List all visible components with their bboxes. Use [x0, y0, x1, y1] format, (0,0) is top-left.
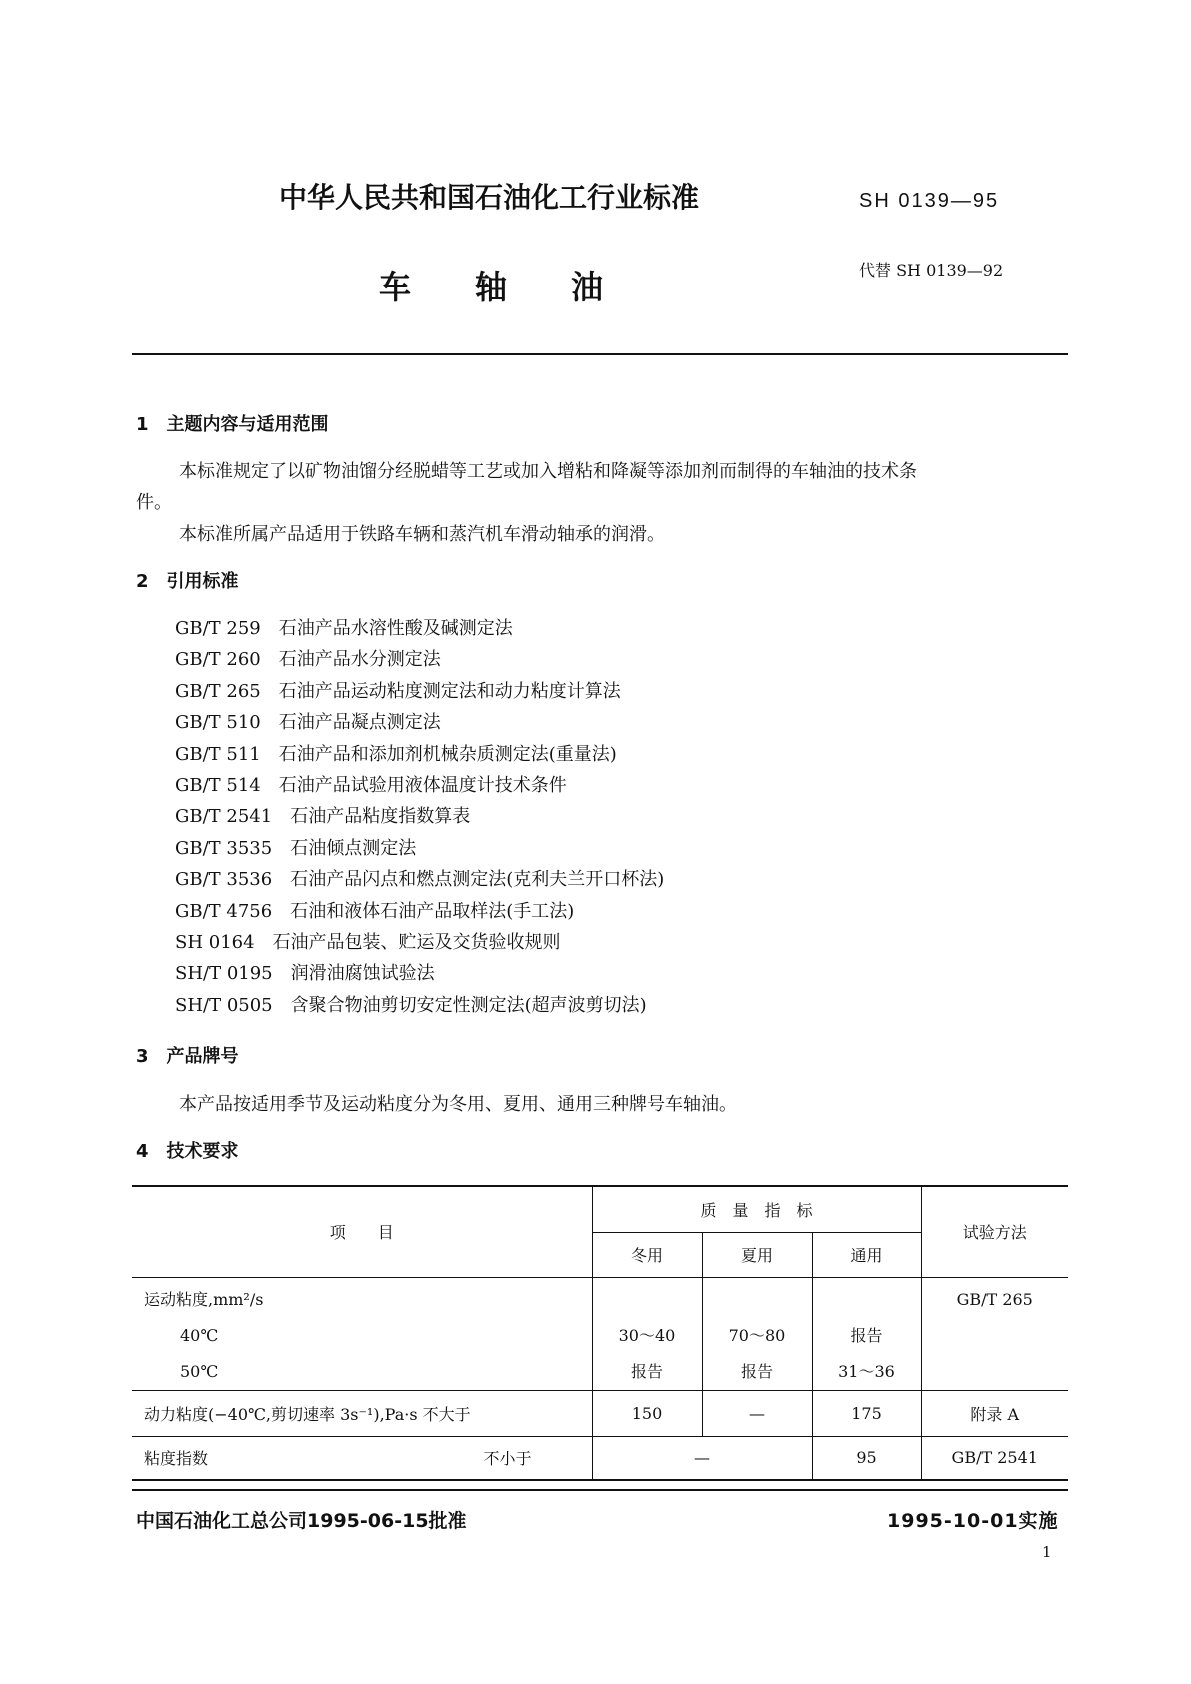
reference-item: [175, 991, 647, 1017]
reference-item: [175, 959, 435, 985]
page-number: 1: [1042, 1543, 1052, 1561]
reference-code: GB/T 4756: [175, 900, 273, 922]
header-summer: 夏用: [702, 1232, 812, 1277]
reference-item: [175, 708, 441, 734]
approval-note: 中国石油化工总公司1995-06-15批准: [136, 1510, 467, 1532]
reference-title: 石油产品粘度指数算表: [290, 806, 471, 828]
cell: 30～40: [618, 1325, 676, 1345]
table-row: [132, 1436, 1068, 1480]
row-label-cell: [132, 1436, 592, 1480]
reference-item: [175, 802, 470, 828]
header-winter: 冬用: [592, 1232, 702, 1277]
replaces-note: 代替 SH 0139—92: [859, 261, 1004, 280]
tech-requirements-table: [132, 1185, 1068, 1481]
reference-code: SH/T 0195: [175, 963, 273, 985]
reference-item: [175, 614, 513, 640]
cell: —: [592, 1436, 812, 1480]
row-label: 动力粘度(−40℃,剪切速率 3s⁻¹),Pa·s 不大于: [132, 1390, 592, 1436]
reference-title: 石油产品包装、贮运及交货验收规则: [272, 932, 561, 953]
product-name: 车 轴 油: [379, 268, 604, 306]
reference-item: [175, 834, 416, 860]
cell: 150: [592, 1390, 702, 1436]
row-sublabel: 40℃: [180, 1325, 219, 1345]
section-2-heading: 2 引用标准: [136, 571, 239, 592]
reference-item: [175, 771, 567, 797]
header-rule: [132, 353, 1068, 355]
cell: 报告: [740, 1361, 773, 1381]
reference-code: GB/T 514: [175, 775, 261, 796]
reference-code: GB/T 511: [175, 743, 261, 765]
reference-title: 润滑油腐蚀试验法: [290, 963, 435, 985]
row-label: 粘度指数: [144, 1449, 209, 1469]
reference-code: GB/T 3535: [175, 837, 273, 859]
cell: 95: [812, 1436, 921, 1480]
row-sublabel: 50℃: [180, 1361, 219, 1381]
method-cell: GB/T 265: [956, 1289, 1033, 1309]
reference-item: [175, 740, 617, 766]
reference-title: 石油倾点测定法: [290, 837, 417, 859]
reference-item: [175, 865, 664, 891]
method-cell: GB/T 2541: [921, 1436, 1068, 1480]
section-3-heading: 3 产品牌号: [136, 1046, 239, 1067]
section-1-heading: 1 主题内容与适用范围: [136, 414, 329, 435]
section-4-heading: 4 技术要求: [136, 1141, 239, 1162]
cell: 报告: [850, 1325, 883, 1345]
header-method: 试验方法: [921, 1186, 1068, 1277]
cell: 70～80: [728, 1325, 786, 1345]
cell: 175: [812, 1390, 921, 1436]
header-general: 通用: [812, 1232, 921, 1277]
effective-date: 1995-10-01实施: [887, 1510, 1059, 1532]
standard-code: SH 0139—95: [859, 190, 1000, 212]
reference-item: [175, 677, 621, 703]
table-row: [132, 1277, 1068, 1390]
reference-title: 石油产品凝点测定法: [278, 712, 441, 734]
standard-title: 中华人民共和国石油化工行业标准: [279, 181, 700, 214]
reference-title: 石油产品闪点和燃点测定法(克利夫兰开口杯法): [290, 869, 665, 891]
reference-code: GB/T 265: [175, 680, 261, 702]
cell: 31～36: [838, 1361, 895, 1381]
footer-rule: [132, 1489, 1068, 1491]
reference-title: 石油产品水溶性酸及碱测定法: [278, 618, 513, 639]
method-cell: 附录 A: [921, 1390, 1068, 1436]
paragraph: 本标准所属产品适用于铁路车辆和蒸汽机车滑动轴承的润滑。: [179, 524, 665, 545]
reference-title: 石油产品试验用液体温度计技术条件: [278, 775, 567, 796]
reference-item: [175, 897, 574, 923]
paragraph: 件。: [136, 492, 172, 513]
reference-title: 石油产品运动粘度测定法和动力粘度计算法: [278, 680, 621, 702]
reference-code: GB/T 2541: [175, 806, 273, 828]
reference-title: 石油产品和添加剂机械杂质测定法(重量法): [278, 743, 617, 765]
table-row: [132, 1390, 1068, 1436]
header-quality: 质 量 指 标: [592, 1186, 921, 1232]
header-item: 项 目: [132, 1186, 592, 1277]
reference-code: SH/T 0505: [175, 994, 273, 1016]
row-qualifier: 不小于: [483, 1449, 532, 1469]
reference-item: [175, 645, 441, 671]
reference-title: 石油和液体石油产品取样法(手工法): [290, 900, 575, 922]
reference-item: [175, 928, 561, 954]
row-label: 运动粘度,mm²/s: [144, 1289, 264, 1309]
reference-code: SH 0164: [175, 932, 255, 953]
reference-code: GB/T 259: [175, 618, 261, 639]
cell: 报告: [630, 1361, 663, 1381]
cell: —: [702, 1390, 812, 1436]
reference-title: 石油产品水分测定法: [278, 649, 441, 671]
paragraph: 本标准规定了以矿物油馏分经脱蜡等工艺或加入增粘和降凝等添加剂而制得的车轴油的技术条: [179, 461, 917, 482]
reference-code: GB/T 260: [175, 649, 261, 671]
reference-code: GB/T 3536: [175, 869, 273, 891]
reference-title: 含聚合物油剪切安定性测定法(超声波剪切法): [290, 994, 647, 1016]
paragraph: 本产品按适用季节及运动粘度分为冬用、夏用、通用三种牌号车轴油。: [179, 1094, 737, 1115]
reference-code: GB/T 510: [175, 712, 261, 734]
